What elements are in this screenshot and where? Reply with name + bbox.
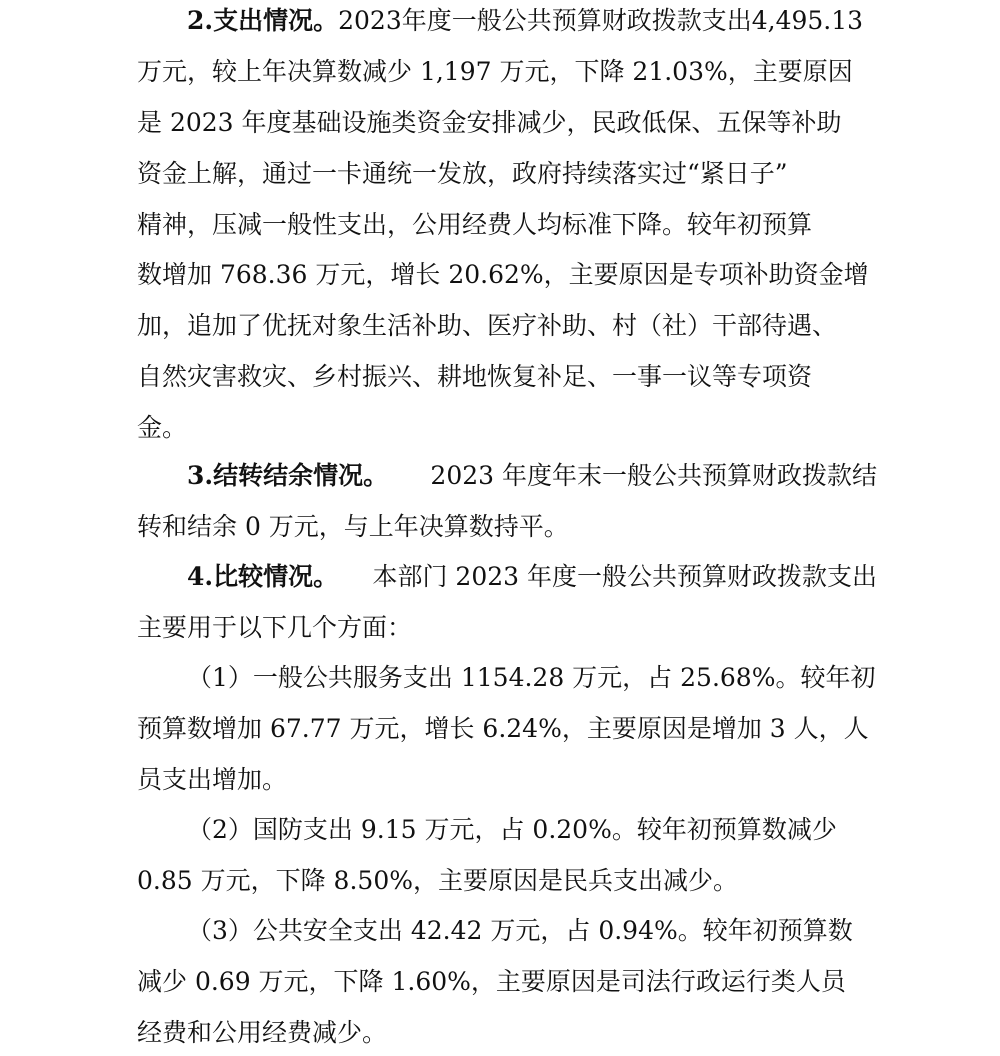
text-line: 数增加 768.36 万元，增长 20.62%，主要原因是专项补助资金增 — [137, 260, 869, 290]
text-line: 资金上解，通过一卡通统一发放，政府持续落实过“紧日子” — [137, 158, 788, 188]
text-line: 金。 — [137, 412, 188, 442]
text-line: 精神，压减一般性支出，公用经费人均标准下降。较年初预算 — [137, 209, 813, 239]
text-line — [137, 449, 877, 500]
text-line: 加，追加了优抚对象生活补助、医疗补助、村（社）干部待遇、 — [137, 311, 838, 341]
text-line: 0.85 万元，下降 8.50%，主要原因是民兵支出减少。 — [137, 866, 738, 896]
section-heading: 2.支出情况。 — [187, 6, 339, 36]
section-heading: 4.比较情况。 — [187, 562, 339, 592]
text-line-content: 2023 年度年末一般公共预算财政拨款结 — [430, 461, 877, 491]
text-line: （3）公共安全支出 42.42 万元，占 0.94%。较年初预算数 — [187, 916, 853, 946]
text-line: 万元，较上年决算数减少 1,197 万元，下降 21.03%，主要原因 — [137, 57, 853, 87]
text-line: 经费和公用经费减少。 — [137, 1017, 388, 1047]
text-line: 员支出增加。 — [137, 764, 288, 794]
text-line: 自然灾害救灾、乡村振兴、耕地恢复补足、一事一议等专项资 — [137, 361, 813, 391]
text-line: （1）一般公共服务支出 1154.28 万元，占 25.68%。较年初 — [187, 663, 876, 693]
section-item3 — [137, 904, 877, 1056]
text-line: 转和结余 0 万元，与上年决算数持平。 — [137, 512, 569, 542]
text-line: （2）国防支出 9.15 万元，占 0.20%。较年初预算数减少 — [187, 815, 837, 845]
text-line — [137, 550, 877, 601]
section-comparison — [137, 550, 877, 652]
section-carryover — [137, 449, 877, 551]
text-line: 减少 0.69 万元，下降 1.60%，主要原因是司法行政运行类人员 — [137, 967, 846, 997]
section-expenditure — [137, 0, 877, 451]
section-item1 — [137, 651, 877, 803]
text-line: 主要用于以下几个方面： — [137, 613, 413, 643]
section-heading: 3.结转结余情况。 — [187, 461, 389, 491]
text-line-content: 2023年度一般公共预算财政拨款支出4,495.13 — [338, 6, 864, 36]
text-line: 是 2023 年度基础设施类资金安排减少，民政低保、五保等补助 — [137, 107, 842, 137]
text-line-content: 本部门 2023 年度一般公共预算财政拨款支出 — [372, 562, 877, 592]
section-item2 — [137, 803, 877, 905]
text-line — [137, 0, 877, 45]
text-line: 预算数增加 67.77 万元，增长 6.24%，主要原因是增加 3 人，人 — [137, 714, 869, 744]
